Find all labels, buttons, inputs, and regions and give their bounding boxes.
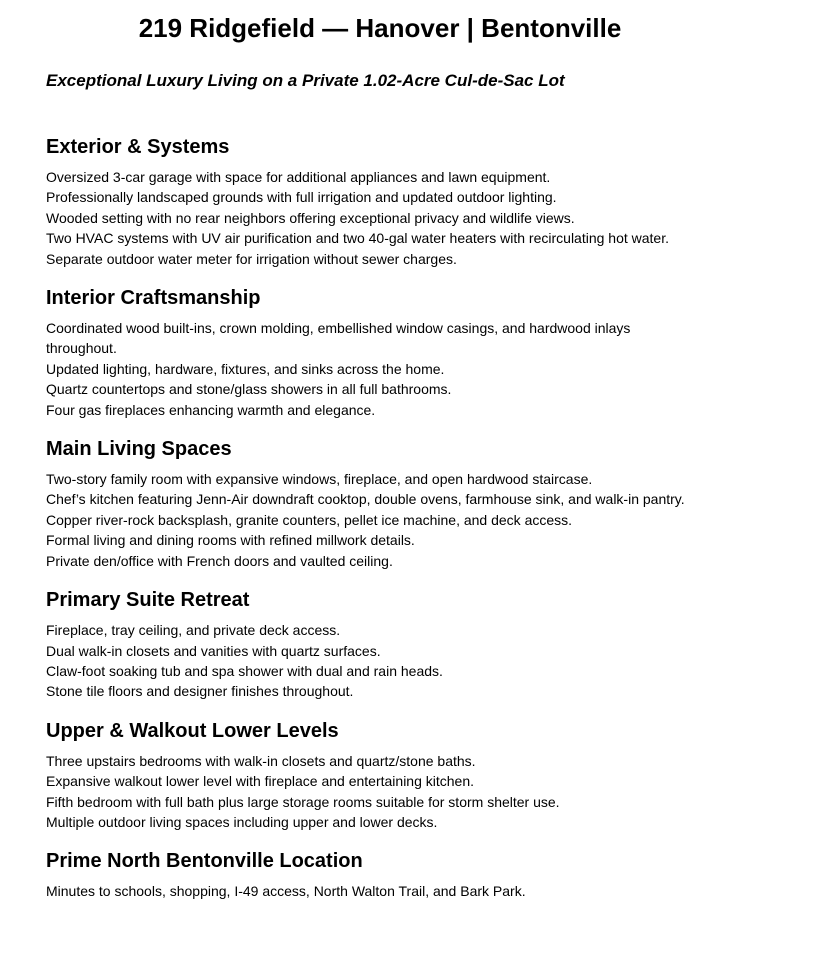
section-line: Coordinated wood built-ins, crown molding, embellished window casings, and hardwood inlays <box>46 320 631 337</box>
section-line: Minutes to schools, shopping, I-49 access, North Walton Trail, and Bark Park. <box>46 883 526 900</box>
section-line: Separate outdoor water meter for irrigation without sewer charges. <box>46 250 457 267</box>
section-line: Chef’s kitchen featuring Jenn-Air downdraft cooktop, double ovens, farmhouse sink, and walk-in pantry. <box>46 491 685 508</box>
section-main-living-spaces <box>46 436 786 571</box>
sections-container <box>46 134 786 918</box>
section-line: Three upstairs bedrooms with walk-in closets and quartz/stone baths. <box>46 752 476 769</box>
section-heading: Exterior & Systems <box>46 136 230 158</box>
section-interior-craftsmanship <box>46 285 786 420</box>
page-title: 219 Ridgefield — Hanover | Bentonville <box>138 13 622 43</box>
section-line: Four gas fireplaces enhancing warmth and elegance. <box>46 401 376 418</box>
section-line: Dual walk-in closets and vanities with quartz surfaces. <box>46 642 381 659</box>
section-line: Multiple outdoor living spaces including upper and lower decks. <box>46 813 438 830</box>
section-heading: Main Living Spaces <box>46 438 232 461</box>
section-line: Two HVAC systems with UV air purification and two 40-gal water heaters with recirculating hot water. <box>46 230 669 247</box>
section-exterior-systems <box>46 134 786 269</box>
page-subtitle: Exceptional Luxury Living on a Private 1.02-Acre Cul-de-Sac Lot <box>46 71 565 90</box>
section-line: Two-story family room with expansive windows, fireplace, and open hardwood staircase. <box>46 471 593 488</box>
section-upper-walkout-lower-levels <box>46 718 786 833</box>
section-primary-suite-retreat <box>46 587 786 702</box>
section-line: Professionally landscaped grounds with full irrigation and updated outdoor lighting. <box>46 189 557 206</box>
section-heading: Prime North Bentonville Location <box>46 850 363 873</box>
section-line: Stone tile floors and designer finishes throughout. <box>46 683 354 700</box>
section-line: Quartz countertops and stone/glass showers in all full bathrooms. <box>46 381 452 398</box>
section-line: Fifth bedroom with full bath plus large storage rooms suitable for storm shelter use. <box>46 793 560 810</box>
section-heading: Interior Craftsmanship <box>46 287 261 310</box>
section-line: Formal living and dining rooms with refined millwork details. <box>46 532 415 549</box>
section-line: Wooded setting with no rear neighbors offering exceptional privacy and wildlife views. <box>46 209 575 226</box>
section-line: Copper river-rock backsplash, granite counters, pellet ice machine, and deck access. <box>46 511 573 528</box>
section-line: Fireplace, tray ceiling, and private deck access. <box>46 622 341 639</box>
section-prime-location <box>46 848 786 901</box>
section-line: Private den/office with French doors and vaulted ceiling. <box>46 552 393 569</box>
section-line: Updated lighting, hardware, fixtures, and sinks across the home. <box>46 360 445 377</box>
section-heading: Primary Suite Retreat <box>46 589 250 612</box>
section-line: Oversized 3-car garage with space for additional appliances and lawn equipment. <box>46 169 551 185</box>
section-line: Claw-foot soaking tub and spa shower with dual and rain heads. <box>46 662 443 679</box>
section-heading: Upper & Walkout Lower Levels <box>46 719 339 742</box>
section-line: Expansive walkout lower level with fireplace and entertaining kitchen. <box>46 773 475 790</box>
section-line: throughout. <box>46 340 117 357</box>
